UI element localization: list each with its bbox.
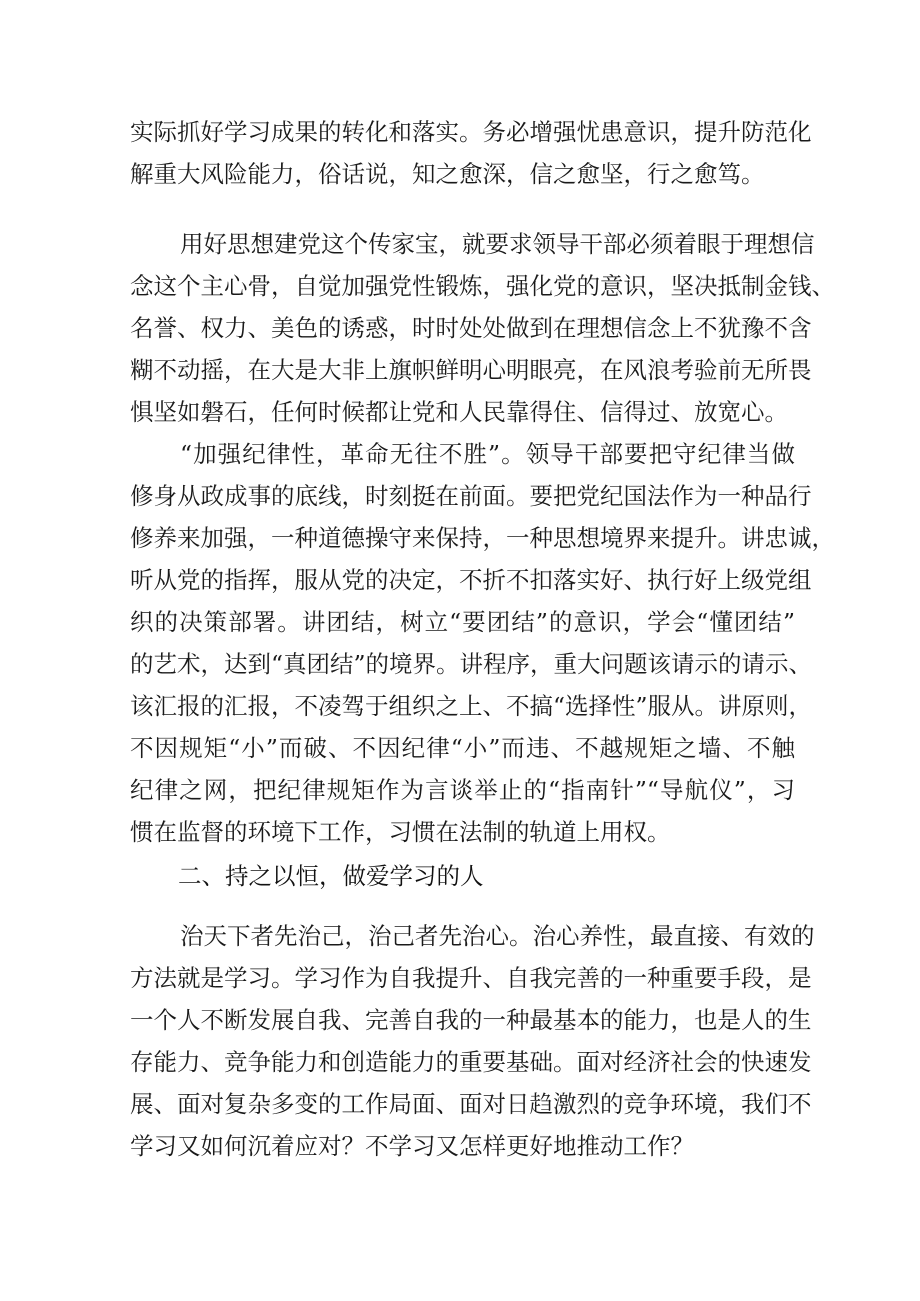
paragraph-line: 修身从政成事的底线，时刻挺在前面。要把党纪国法作为一种品行 [130,482,812,510]
section-heading: 二、持之以恒，做爱学习的人 [178,862,484,890]
paragraph-line: 方法就是学习。学习作为自我提升、自我完善的一种重要手段，是 [130,964,812,992]
paragraph-line: 一个人不断发展自我、完善自我的一种最基本的能力，也是人的生 [130,1006,812,1034]
paragraph-line: 的艺术，达到“真团结”的境界。讲程序，重大问题该请示的请示、 [130,650,813,678]
paragraph-line: 念这个主心骨，自觉加强党性锻炼，强化党的意识，坚决抵制金钱、 [130,272,835,300]
paragraph-line: 该汇报的汇报，不凌驾于组织之上、不搞“选择性”服从。讲原则， [130,692,813,720]
paragraph-line: 存能力、竞争能力和创造能力的重要基础。面对经济社会的快速发 [130,1048,812,1076]
paragraph-line: 学习又如何沉着应对？不学习又怎样更好地推动工作？ [130,1132,694,1160]
paragraph-line: 纪律之网，把纪律规矩作为言谈举止的“指南针”“导航仪”，习 [130,776,795,804]
paragraph-line: 惧坚如磐石，任何时候都让党和人民靠得住、信得过、放宽心。 [130,398,788,426]
paragraph-line: 织的决策部署。讲团结，树立“要团结”的意识，学会“懂团结” [130,608,795,636]
paragraph-line: 治天下者先治己，治己者先治心。治心养性，最直接、有效的 [180,922,815,950]
paragraph-line: “加强纪律性，革命无往不胜”。领导干部要把守纪律当做 [180,440,795,468]
paragraph-line: 名誉、权力、美色的诱惑，时时处处做到在理想信念上不犹豫不含 [130,314,812,342]
paragraph-line: 惯在监督的环境下工作，习惯在法制的轨道上用权。 [130,818,671,846]
paragraph-line: 用好思想建党这个传家宝，就要求领导干部必须着眼于理想信 [180,230,815,258]
paragraph-line: 展、面对复杂多变的工作局面、面对日趋激烈的竞争环境，我们不 [130,1090,812,1118]
paragraph-line: 听从党的指挥，服从党的决定，不折不扣落实好、执行好上级党组 [130,566,812,594]
paragraph-line: 实际抓好学习成果的转化和落实。务必增强忧患意识，提升防范化 [130,118,812,146]
paragraph-line: 糊不动摇，在大是大非上旗帜鲜明心明眼亮，在风浪考验前无所畏 [130,356,812,384]
paragraph-line: 不因规矩“小”而破、不因纪律“小”而违、不越规矩之墙、不触 [130,734,795,762]
paragraph-line: 修养来加强，一种道德操守来保持，一种思想境界来提升。讲忠诚， [130,524,835,552]
paragraph-line: 解重大风险能力，俗话说，知之愈深，信之愈坚，行之愈笃。 [130,160,765,188]
